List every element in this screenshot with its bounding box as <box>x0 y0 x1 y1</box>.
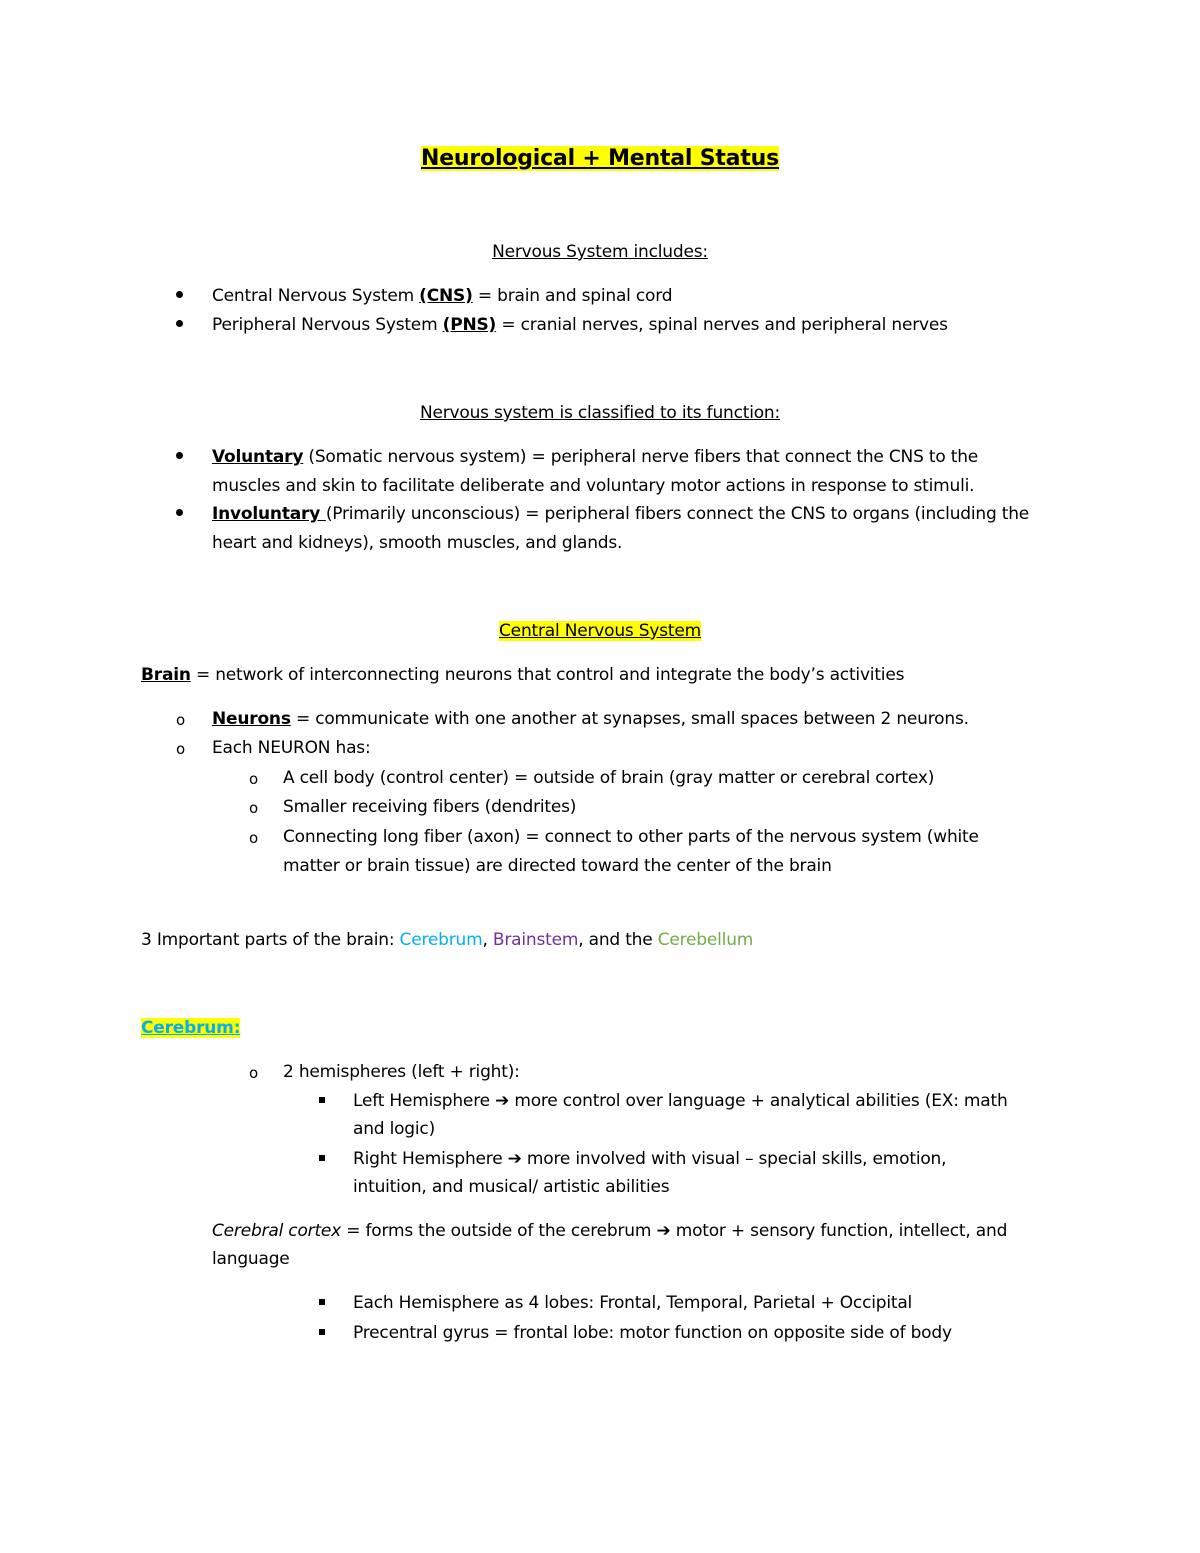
cns-heading-line <box>0 619 1200 643</box>
brain-term: Brain <box>141 665 191 685</box>
lobe-item: Each Hemisphere as 4 lobes: Frontal, Temporal, Parietal + Occipital <box>353 1293 913 1313</box>
class-item-text: (Primarily unconscious) = peripheral fibers connect the CNS to organs (including the <box>325 504 1030 524</box>
right-hemisphere-label: Right Hemisphere <box>353 1149 508 1169</box>
class-item-text: (Somatic nervous system) = peripheral nerve fibers that connect the CNS to the <box>303 447 979 467</box>
left-hemisphere-text: more control over language + analytical abilities (EX: math <box>509 1091 1008 1111</box>
neurons-term: Neurons <box>212 709 291 729</box>
square-bullet-icon <box>319 1097 325 1103</box>
brain-part-cerebellum: Cerebellum <box>657 930 754 950</box>
ns-item-cns <box>212 284 672 308</box>
brain-part-brainstem: Brainstem <box>492 930 579 950</box>
square-bullet-icon <box>319 1299 325 1305</box>
brain-parts-sep: , and the <box>578 930 658 950</box>
bullet-dot-icon <box>176 291 183 298</box>
ns-heading: Nervous System includes: <box>492 242 708 262</box>
page-title: Neurological + Mental Status <box>420 146 779 171</box>
bullet-dot-icon <box>176 509 183 516</box>
ns-item-text: Peripheral Nervous System <box>212 315 443 335</box>
ns-item-text: = cranial nerves, spinal nerves and peripheral nerves <box>496 315 948 335</box>
lobe-item: Precentral gyrus = frontal lobe: motor function on opposite side of body <box>353 1323 952 1343</box>
circle-bullet-icon: o <box>249 829 258 847</box>
cortex-term: Cerebral cortex <box>212 1221 342 1241</box>
cerebral-cortex-cont: language <box>212 1249 290 1269</box>
cns-heading: Central Nervous System <box>499 621 701 641</box>
ns-item-pns <box>212 313 948 337</box>
arrow-right-icon: ➔ <box>656 1221 671 1241</box>
circle-bullet-icon: o <box>249 770 258 788</box>
each-neuron: Each NEURON has: <box>212 738 371 758</box>
neurons-definition <box>212 707 969 731</box>
arrow-right-icon: ➔ <box>495 1091 510 1111</box>
ns-item-term: (CNS) <box>419 286 473 306</box>
circle-bullet-icon: o <box>176 740 185 758</box>
arrow-right-icon: ➔ <box>507 1149 522 1169</box>
left-hemisphere <box>353 1089 1008 1113</box>
brain-text: = network of interconnecting neurons that control and integrate the body’s activities <box>190 665 905 685</box>
cerebral-cortex <box>212 1219 1007 1243</box>
ns-item-text: = brain and spinal cord <box>472 286 673 306</box>
class-item-involuntary <box>212 502 1029 526</box>
brain-parts-sep: , <box>482 930 493 950</box>
class-item-involuntary-cont: heart and kidneys), smooth muscles, and glands. <box>212 533 623 553</box>
title-line <box>0 144 1200 174</box>
square-bullet-icon <box>319 1329 325 1335</box>
brain-parts-prefix: 3 Important parts of the brain: <box>141 930 400 950</box>
right-hemisphere <box>353 1147 946 1171</box>
neuron-part: Smaller receiving fibers (dendrites) <box>283 797 577 817</box>
brain-part-cerebrum: Cerebrum <box>399 930 483 950</box>
square-bullet-icon <box>319 1155 325 1161</box>
left-hemisphere-label: Left Hemisphere <box>353 1091 496 1111</box>
hemispheres: 2 hemispheres (left + right): <box>283 1062 520 1082</box>
circle-bullet-icon: o <box>249 799 258 817</box>
ns-item-term: (PNS) <box>442 315 497 335</box>
right-hemisphere-text: more involved with visual – special skills, emotion, <box>521 1149 947 1169</box>
class-item-term: Voluntary <box>212 447 304 467</box>
class-item-voluntary-cont: muscles and skin to facilitate deliberate and voluntary motor actions in response to stimuli. <box>212 476 975 496</box>
brain-definition <box>141 663 904 687</box>
neuron-part: A cell body (control center) = outside of brain (gray matter or cerebral cortex) <box>283 768 935 788</box>
cerebrum-heading: Cerebrum: <box>141 1018 241 1038</box>
neurons-text: = communicate with one another at synapses, small spaces between 2 neurons. <box>290 709 969 729</box>
cortex-text: = forms the outside of the cerebrum <box>341 1221 657 1241</box>
class-heading: Nervous system is classified to its function: <box>419 403 781 423</box>
circle-bullet-icon: o <box>176 711 185 729</box>
neuron-part: Connecting long fiber (axon) = connect to other parts of the nervous system (white <box>283 827 979 847</box>
class-item-voluntary <box>212 445 978 469</box>
brain-parts-line <box>141 928 753 952</box>
right-hemisphere-cont: intuition, and musical/ artistic abilities <box>353 1177 670 1197</box>
class-item-term: Involuntary <box>212 504 326 524</box>
cortex-text: motor + sensory function, intellect, and <box>670 1221 1008 1241</box>
bullet-dot-icon <box>176 452 183 459</box>
ns-item-text: Central Nervous System <box>212 286 420 306</box>
cerebrum-heading-line <box>141 1016 240 1040</box>
bullet-dot-icon <box>176 320 183 327</box>
circle-bullet-icon: o <box>249 1064 258 1082</box>
left-hemisphere-cont: and logic) <box>353 1119 436 1139</box>
neuron-part-cont: matter or brain tissue) are directed toward the center of the brain <box>283 856 832 876</box>
